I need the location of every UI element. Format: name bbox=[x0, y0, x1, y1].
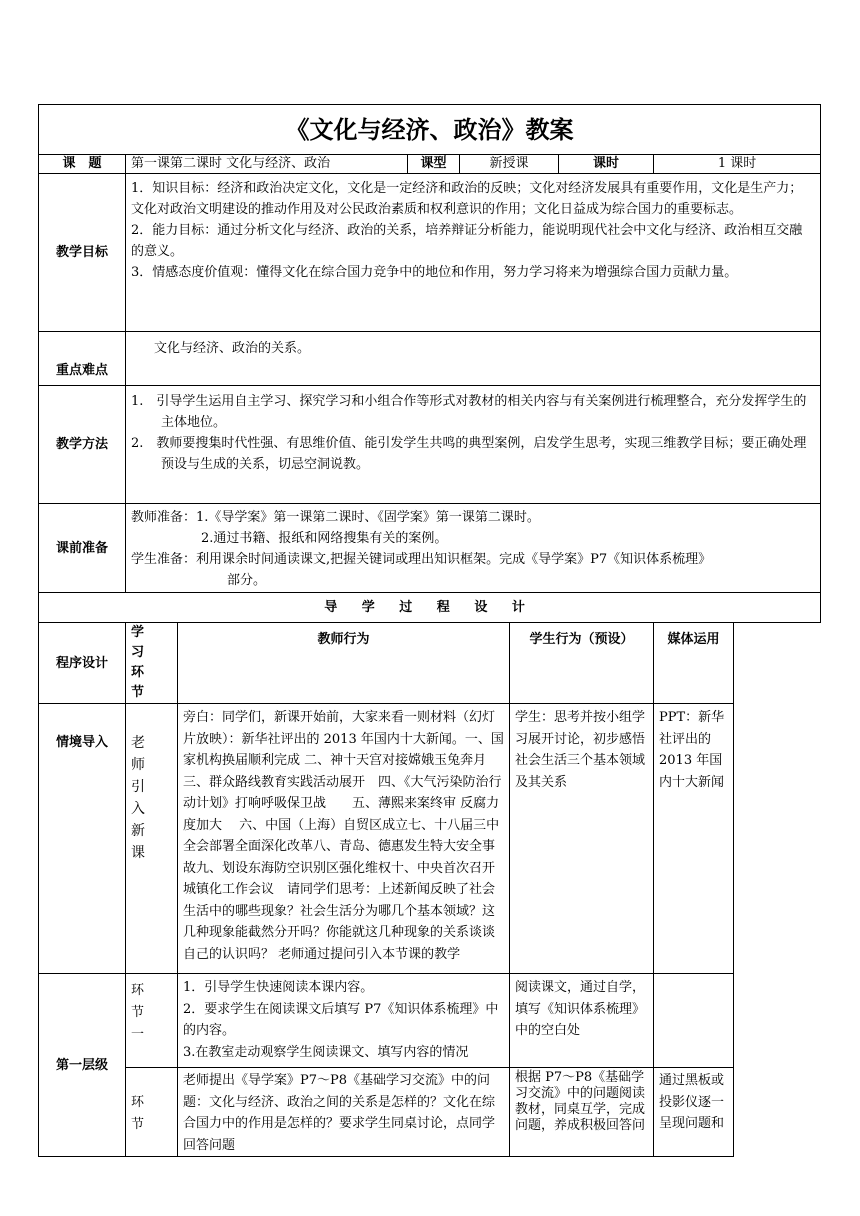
media-step-one bbox=[654, 974, 734, 1068]
student-step-one: 阅读课文，通过自学，填写《知识体系梳理》中的空白处 bbox=[510, 974, 654, 1068]
list-item: 3.在教室走动观察学生阅读课文、填写内容的情况 bbox=[183, 1044, 469, 1060]
lesson-plan-document bbox=[38, 104, 820, 1153]
step-one: 环节一 bbox=[126, 974, 178, 1068]
col-student: 学生行为（预设） bbox=[510, 623, 654, 704]
list-item: 2．要求学生在阅读课文后填写 P7《知识体系梳理》中的内容。 bbox=[183, 1001, 499, 1038]
goal-item: 3．情感态度价值观：懂得文化在综合国力竞争中的地位和作用，努力学习将来为增强综合国力贡献力量。 bbox=[131, 265, 738, 280]
table-row bbox=[39, 704, 821, 974]
key-label: 重点难点 bbox=[39, 332, 126, 386]
goal-item: 2．能力目标：通过分析文化与经济、政治的关系，培养辩证分析能力，能说明现代社会中文化与经济、政治相互交融的意义。 bbox=[131, 223, 803, 259]
col-media: 媒体运用 bbox=[654, 623, 734, 704]
teacher-intro: 旁白：同学们，新课开始前，大家来看一则材料（幻灯片放映）：新华社评出的 2013 年国内十大新闻。一、国家机构换届顺利完成 二、神十天宫对接嫦娥玉兔奔月 三、群众路线教育实践活动展开 四、《大气污染防治行动计划》打响呼吸保卫战 五、薄熙来案终审 反腐力度加大 六、中国（上海）自贸区成立七、十八届三中全会部署全面深化改革八、青岛、德惠发生特大安全事故九、划设东海防空识别区强化维权十、中央首次召开城镇化工作会议 请同学们思考：上述新闻反映了社会生活中的哪些现象？社会生活分为哪几个基本领域？这几种现象能截然分开吗？你能就这几种现象的关系谈谈自己的认识吗？ 老师通过提问引入本节课的教学 bbox=[178, 704, 510, 974]
method-item: 2. 教师要搜集时代性强、有思维价值、能引发学生共鸣的典型案例，启发学生思考，实现三维教学目标；要正确处理预设与生成的关系，切忌空洞说教。 bbox=[131, 436, 807, 472]
col-stage: 程序设计 bbox=[39, 623, 126, 704]
student-intro: 学生：思考并按小组学习展开讨论，初步感悟社会生活三个基本领域及其关系 bbox=[510, 704, 654, 974]
key-value: 文化与经济、政治的关系。 bbox=[126, 332, 821, 386]
media-step-two: 通过黑板或投影仪逐一呈现问题和 bbox=[654, 1068, 734, 1157]
methods-content bbox=[126, 386, 821, 504]
prep-student-1: 学生准备：利用课余时间通读课文,把握关键词或理出知识框架。完成《导学案》P7《知识体系梳理》 bbox=[131, 552, 712, 567]
prep-content bbox=[126, 504, 821, 593]
goals-label: 教学目标 bbox=[39, 174, 126, 332]
teacher-step-one bbox=[178, 974, 510, 1068]
goals-content bbox=[126, 174, 821, 332]
stage-intro: 情境导入 bbox=[39, 704, 126, 974]
topic-value: 第一课第二课时 文化与经济、政治 bbox=[126, 155, 408, 174]
process-header: 导 学 过 程 设 计 bbox=[39, 593, 821, 623]
col-teacher: 教师行为 bbox=[178, 623, 510, 704]
type-value: 新授课 bbox=[460, 155, 559, 174]
hours-label: 课时 bbox=[559, 155, 654, 174]
teacher-step-two: 老师提出《导学案》P7～P8《基础学习交流》中的问题：文化与经济、政治之间的关系是怎样的？文化在综合国力中的作用是怎样的？要求学生同桌讨论，点同学回答问题 bbox=[178, 1068, 510, 1157]
goal-item: 1．知识目标：经济和政治决定文化，文化是一定经济和政治的反映；文化对经济发展具有重要作用，文化是生产力；文化对政治文明建设的推动作用及对公民政治素质和权利意识的作用；文化日益成为综合国力的重要标志。 bbox=[131, 181, 803, 217]
hours-value: 1 课时 bbox=[654, 155, 821, 174]
page-title: 《文化与经济、政治》教案 bbox=[39, 105, 821, 155]
student-step-two: 根据 P7～P8《基础学习交流》中的问题阅读教材，同桌互学，完成问题，养成积极回答问 bbox=[510, 1068, 654, 1157]
list-item: 1．引导学生快速阅读本课内容。 bbox=[183, 980, 374, 995]
type-label: 课型 bbox=[408, 155, 460, 174]
col-step: 学习环节 bbox=[126, 623, 178, 704]
prep-label: 课前准备 bbox=[39, 504, 126, 593]
prep-teacher-1: 教师准备：1.《导学案》第一课第二课时、《固学案》第一课第二课时。 bbox=[131, 510, 540, 525]
topic-label: 课 题 bbox=[39, 155, 126, 174]
stage-level-one: 第一层级 bbox=[39, 974, 126, 1157]
methods-label: 教学方法 bbox=[39, 386, 126, 504]
step-intro: 老师引入新课 bbox=[126, 704, 178, 974]
prep-student-2: 部分。 bbox=[227, 573, 267, 588]
lesson-plan-table bbox=[38, 104, 821, 1157]
table-row bbox=[39, 974, 821, 1068]
method-item: 1. 引导学生运用自主学习、探究学习和小组合作等形式对教材的相关内容与有关案例进行梳理整合，充分发挥学生的主体地位。 bbox=[131, 394, 807, 430]
table-row bbox=[39, 1068, 821, 1157]
step-two: 环节 bbox=[126, 1068, 178, 1157]
media-intro: PPT：新华社评出的 2013 年国内十大新闻 bbox=[654, 704, 734, 974]
prep-teacher-2: 2.通过书籍、报纸和网络搜集有关的案例。 bbox=[201, 531, 448, 546]
